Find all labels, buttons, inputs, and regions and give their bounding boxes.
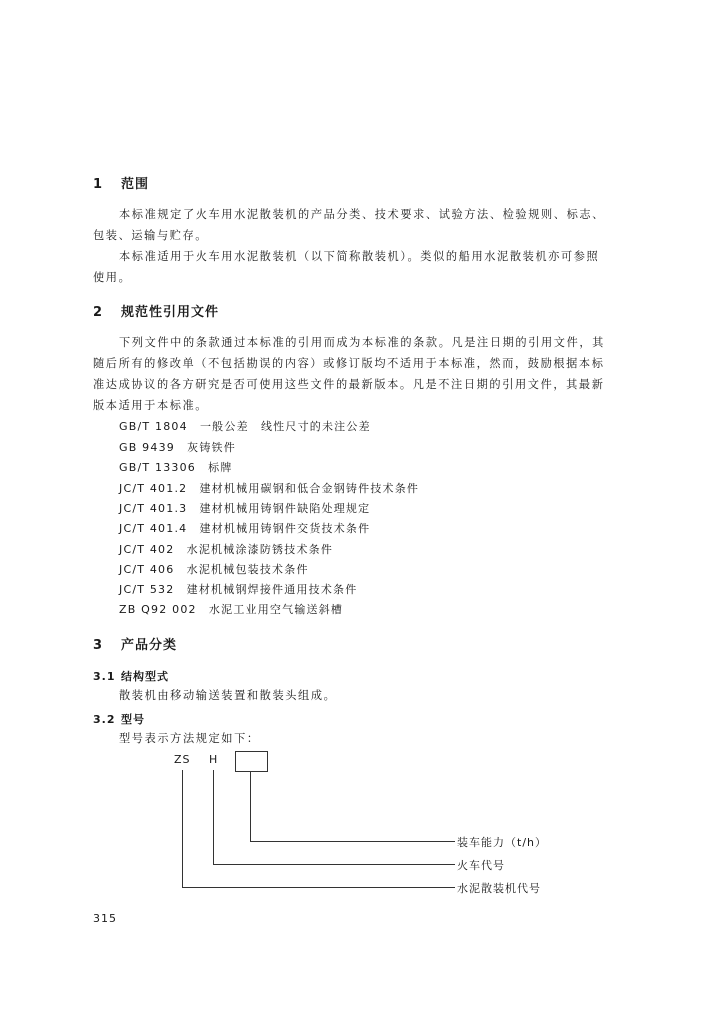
label-capacity: 装车能力（t/h）	[457, 836, 547, 849]
subsection-3-1-heading	[93, 668, 169, 684]
paragraph-line: 散装机由移动输送装置和散装头组成。	[119, 689, 337, 702]
paragraph-line: 使用。	[93, 271, 132, 284]
paragraph-line: 下列文件中的条款通过本标准的引用而成为本标准的条款。凡是注日期的引用文件，其	[119, 336, 605, 349]
subsection-number: 3.2	[93, 713, 116, 726]
capacity-placeholder-box	[235, 751, 268, 772]
reference-item: JC/T 402 水泥机械涂漆防锈技术条件	[119, 543, 334, 556]
reference-item: JC/T 406 水泥机械包装技术条件	[119, 563, 309, 576]
paragraph-line: 型号表示方法规定如下：	[119, 732, 260, 745]
section-title: 规范性引用文件	[121, 305, 220, 320]
subsection-3-2-heading	[93, 711, 145, 727]
code-h: H	[209, 753, 219, 766]
paragraph-line: 包装、运输与贮存。	[93, 229, 209, 242]
leader-line	[250, 771, 251, 841]
reference-item: GB 9439 灰铸铁件	[119, 441, 236, 454]
code-zs: ZS	[174, 753, 191, 766]
reference-item: JC/T 401.2 建材机械用碳钢和低合金钢铸件技术条件	[119, 482, 420, 495]
page-number: 315	[93, 912, 117, 925]
section-3-heading	[93, 634, 177, 653]
reference-item: JC/T 401.4 建材机械用铸钢件交货技术条件	[119, 522, 371, 535]
leader-line	[250, 841, 455, 842]
subsection-title: 型号	[121, 713, 145, 726]
section-title: 产品分类	[121, 638, 178, 653]
leader-line	[182, 887, 455, 888]
reference-item: GB/T 13306 标牌	[119, 461, 233, 474]
leader-line	[182, 770, 183, 887]
paragraph-line: 准达成协议的各方研究是否可使用这些文件的最新版本。凡是不注日期的引用文件，其最新	[93, 378, 605, 391]
reference-item: ZB Q92 002 水泥工业用空气输送斜槽	[119, 603, 344, 616]
paragraph-line: 本标准规定了火车用水泥散装机的产品分类、技术要求、试验方法、检验规则、标志、	[119, 208, 605, 221]
label-train-code: 火车代号	[457, 859, 505, 872]
subsection-number: 3.1	[93, 670, 116, 683]
section-number: 1	[93, 177, 104, 192]
paragraph-line: 随后所有的修改单（不包括勘误的内容）或修订版均不适用于本标准，然而，鼓励根据本标	[93, 357, 605, 370]
section-number: 3	[93, 638, 104, 653]
subsection-title: 结构型式	[121, 670, 169, 683]
leader-line	[213, 864, 455, 865]
paragraph-line: 版本适用于本标准。	[93, 399, 209, 412]
section-title: 范围	[121, 177, 150, 192]
section-number: 2	[93, 305, 104, 320]
leader-line	[213, 770, 214, 864]
section-2-heading	[93, 301, 219, 320]
label-machine-code: 水泥散装机代号	[457, 882, 541, 895]
paragraph-line: 本标准适用于火车用水泥散装机（以下简称散装机）。类似的船用水泥散装机亦可参照	[119, 250, 600, 263]
reference-item: JC/T 532 建材机械钢焊接件通用技术条件	[119, 583, 358, 596]
reference-item: JC/T 401.3 建材机械用铸钢件缺陷处理规定	[119, 502, 371, 515]
section-1-heading	[93, 173, 149, 192]
reference-item: GB/T 1804 一般公差 线性尺寸的未注公差	[119, 420, 371, 433]
